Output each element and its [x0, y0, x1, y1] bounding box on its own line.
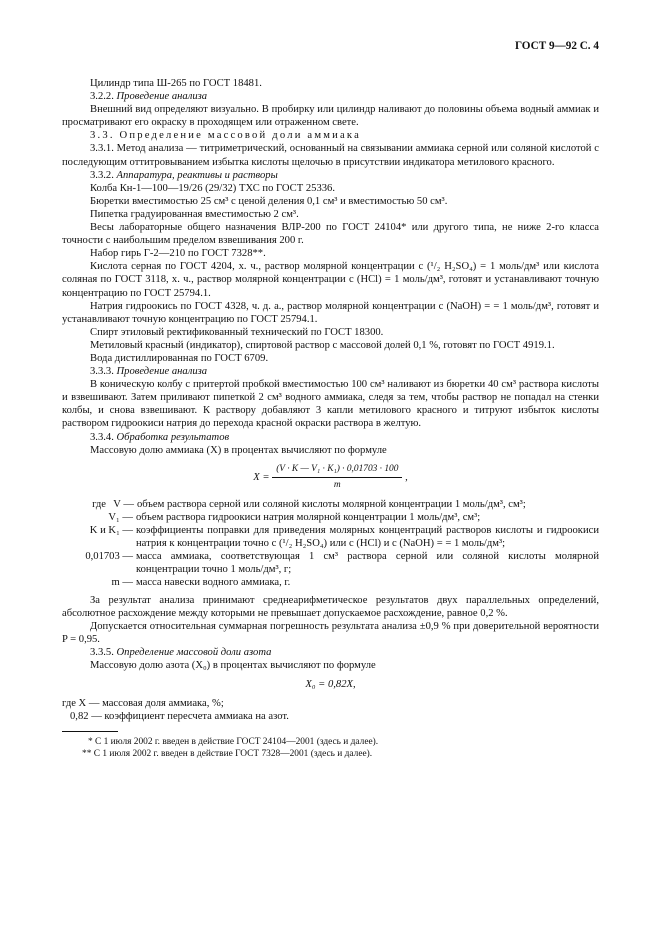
definition-row: [62, 550, 599, 576]
definition-term: V —: [113, 498, 134, 510]
paragraph: Массовую долю азота (X₀) в процентах вычисляют по формуле: [90, 660, 376, 672]
paragraph: В коническую колбу с притертой пробкой вместимостью 100 см³ наливают из бюретки 40 см³ раствора кислоты и взвешивают. Затем приливают пипеткой 2 см³ водного аммиака, следя за тем, чтобы раствор не попадал на стенки колбы, и снова взвешивают. К раствору добавляют 3 капли метилового красного и титруют избыток кислоты раствором гидроокиси натрия до перехода красной окраски раствора в желтую.: [62, 379, 599, 430]
definition-text: коэффициенты поправки для приведения молярных концентраций растворов кислоты и гидроокиси натрия к концентрации точно c (¹/₂ H₂SO₄) или c (HCl) и c (NaOH) = = 1 моль/дм³;: [136, 525, 599, 550]
section-title: Обработка результатов: [116, 431, 230, 443]
paragraph: Допускается относительная суммарная погрешность результата анализа ±0,9 % при доверительной вероятности P = 0,95.: [62, 620, 599, 645]
paragraph: 3.3.1. Метод анализа — титриметрический, основанный на связывании аммиака серной или соляной кислотой с последующим оттитровыванием избытка кислоты щелочью в присутствии индикатора метилового красного.: [62, 143, 599, 168]
section-number: 3.3.2.: [90, 169, 114, 181]
definition-term: 0,01703 —: [85, 551, 133, 563]
paragraph: Внешний вид определяют визуально. В пробирку или цилиндр наливают до половины объема водный аммиак и просматривают его окраску в проходящем или отраженном свете.: [62, 104, 599, 129]
definition-row: [62, 524, 599, 550]
reagent-item: Колба Кн-1—100—19/26 (29/32) ТХС по ГОСТ 25336.: [90, 182, 335, 194]
definition-term: m —: [111, 577, 133, 589]
definition-line: где X — массовая доля аммиака, %;: [62, 698, 224, 710]
formula-denominator: m: [333, 479, 341, 490]
formula-fraction: [272, 463, 402, 492]
reagent-item: Кислота серная по ГОСТ 4204, х. ч., раствор молярной концентрации c (¹/₂ H₂SO₄) = 1 моль/дм³ или кислота соляная по ГОСТ 3118, х. ч., раствор молярной концентрации c (HCl) = 1 моль/дм³, готовят и устанавливают точную концентрацию по ГОСТ 25794.1.: [62, 261, 599, 299]
paragraph: За результат анализа принимают среднеарифметическое результатов двух параллельных определений, абсолютное расхождение между которыми не превышает допускаемое расхождение, равное 0,2 %.: [62, 594, 599, 619]
formula-lhs: X =: [253, 471, 270, 483]
section-heading: [62, 431, 599, 444]
reagent-item: Набор гирь Г-2—210 по ГОСТ 7328**.: [90, 248, 266, 260]
section-title: Аппаратура, реактивы и растворы: [116, 169, 278, 181]
definition-text: масса навески водного аммиака, г.: [136, 577, 291, 589]
reagent-item: Весы лабораторные общего назначения ВЛР-200 по ГОСТ 24104* или другого типа, не ниже 2-го класса точности с наибольшим пределом взвешивания 200 г.: [62, 222, 599, 247]
section-number: 3.3.5.: [90, 646, 114, 658]
definition-text: объем раствора серной или соляной кислоты молярной концентрации 1 моль/дм³, см³;: [137, 498, 526, 510]
definitions-list: [62, 498, 599, 590]
where-label: где: [92, 498, 106, 510]
formula-nitrogen: X₀ = 0,82X,: [305, 679, 356, 691]
section-number: 3.3.3.: [90, 366, 114, 378]
footnote: ** С 1 июля 2002 г. введен в действие ГОСТ 7328—2001 (здесь и далее).: [82, 749, 373, 760]
reagent-item: Метиловый красный (индикатор), спиртовой раствор с массовой долей 0,1 %, готовят по ГОСТ 4919.1.: [90, 339, 555, 351]
reagent-item: Натрия гидроокись по ГОСТ 4328, ч. д. а., раствор молярной концентрации c (NaOH) = = 1 моль/дм³, готовят и устанавливают точную концентрацию по ГОСТ 25794.1.: [62, 300, 599, 325]
section-heading: [62, 646, 599, 659]
section-title: Проведение анализа: [116, 91, 208, 103]
section-number: 3.3.4.: [90, 431, 114, 443]
definition-row: [62, 511, 599, 524]
page-header: ГОСТ 9—92 С. 4: [514, 40, 599, 52]
reagent-item: Пипетка градуированная вместимостью 2 см³.: [90, 208, 299, 220]
section-title: Проведение анализа: [116, 366, 208, 378]
definition-row: [62, 576, 599, 589]
definition-term: V₁ —: [108, 512, 133, 523]
reagent-item: Спирт этиловый ректификованный технический по ГОСТ 18300.: [90, 326, 384, 338]
formula-numerator: (V · K — V₁ · K₁) · 0,01703 · 100: [272, 463, 402, 478]
text-line: Цилиндр типа Ш-265 по ГОСТ 18481.: [90, 78, 262, 89]
definition-text: масса аммиака, соответствующая 1 см³ раствора серной или соляной кислоты молярной концентрации точно 1 моль/дм³, г;: [136, 551, 599, 576]
paragraph: Массовую долю аммиака (X) в процентах вычисляют по формуле: [90, 444, 387, 456]
definition-line: 0,82 — коэффициент пересчета аммиака на азот.: [70, 711, 289, 723]
footnote-divider: [62, 731, 118, 732]
footnote: * С 1 июля 2002 г. введен в действие ГОСТ 24104—2001 (здесь и далее).: [88, 737, 379, 748]
section-heading: 3.3. Определение массовой доли аммиака: [90, 130, 361, 142]
definition-term: K и K₁ —: [89, 525, 133, 537]
reagent-item: Вода дистиллированная по ГОСТ 6709.: [90, 352, 269, 364]
section-heading: [62, 90, 599, 103]
section-heading: [62, 365, 599, 378]
formula-tail: ,: [405, 471, 408, 483]
formula-ammonia: [62, 463, 599, 492]
section-number: 3.2.2.: [90, 91, 114, 103]
section-title: Определение массовой доли азота: [116, 646, 272, 658]
document-body: [62, 77, 599, 760]
definition-row: [62, 498, 599, 511]
section-heading: [62, 169, 599, 182]
definition-text: объем раствора гидроокиси натрия молярной концентрации 1 моль/дм³, см³;: [136, 512, 481, 523]
reagent-item: Бюретки вместимостью 25 см³ с ценой деления 0,1 см³ и вместимостью 50 см³.: [90, 195, 448, 207]
